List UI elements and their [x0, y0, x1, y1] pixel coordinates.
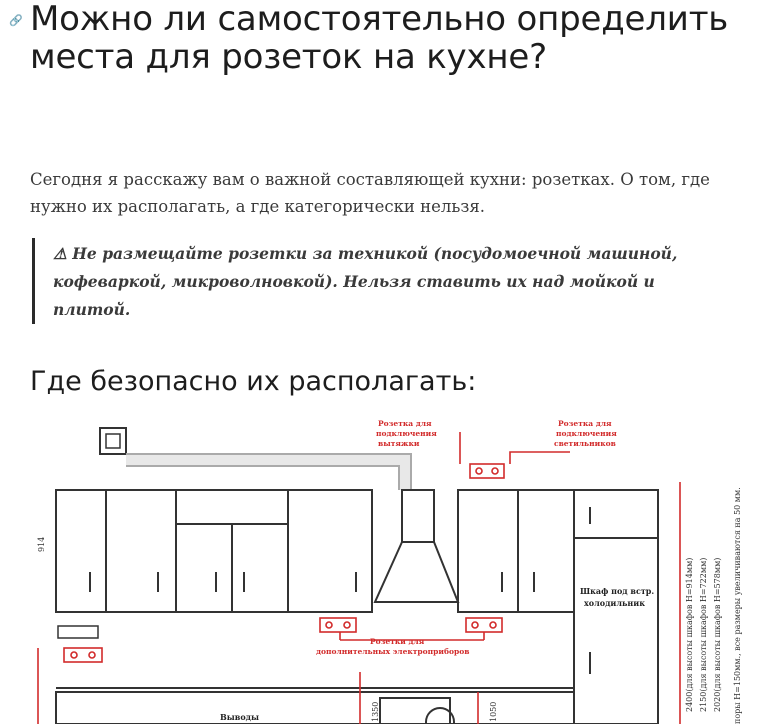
- dim-1050: 1050: [489, 701, 498, 722]
- outlets-label: Выводы: [220, 712, 260, 722]
- socket-hole: [490, 622, 496, 628]
- socket-lights: [470, 464, 504, 478]
- hood-chimney: [402, 490, 434, 542]
- socket-hole: [326, 622, 332, 628]
- vent-duct-inner: [126, 460, 405, 490]
- light-socket-label-3: светильников: [554, 439, 616, 448]
- leader-lights: [510, 452, 570, 464]
- dim-2150: 2150(для высоты шкафов Н=722мм): [699, 557, 708, 712]
- socket-hole: [89, 652, 95, 658]
- kitchen-diagram-svg: [30, 412, 750, 724]
- warning-text: ⚠ Не размещайте розетки за техникой (посудомоечной машиной, кофеваркой, микроволновкой). Нельзя ставить их над мойкой и плитой.: [53, 244, 678, 319]
- intro-paragraph: Сегодня я расскажу вам о важной составляющей кухни: розетках. О том, где нужно их располагать, а где категорически нельзя.: [30, 170, 710, 216]
- upper-cabinet: [176, 524, 232, 612]
- socket-hole: [472, 622, 478, 628]
- hood-socket-label-2: подключения: [376, 429, 437, 438]
- dim-2400: 2400(для высоты шкафов Н=914мм): [685, 557, 694, 712]
- light-socket-label-2: подключения: [556, 429, 617, 438]
- article-title: Можно ли самостоятельно определить места для розеток на кухне?: [30, 0, 729, 77]
- light-socket-label-1: Розетка для: [558, 419, 612, 428]
- warning-callout: [32, 238, 722, 324]
- vent-box-inner: [106, 434, 120, 448]
- dim-note: поры Н=150мм., все размеры увеличиваются на 50 мм.: [733, 487, 742, 724]
- vent-box: [100, 428, 126, 454]
- hood-body: [375, 542, 458, 602]
- fridge-cabinet: [574, 538, 658, 724]
- upper-cabinet: [56, 490, 106, 612]
- kitchen-socket-diagram: [30, 412, 750, 724]
- link-icon[interactable]: 🔗: [9, 14, 23, 27]
- hood-socket-label-1: Розетка для: [378, 419, 432, 428]
- upper-cabinet: [458, 490, 518, 612]
- dim-914: 914: [37, 536, 46, 552]
- socket-hole: [476, 468, 482, 474]
- upper-cabinet: [518, 490, 574, 612]
- socket-corner: [64, 648, 102, 662]
- upper-cabinet: [106, 490, 176, 612]
- dim-1350: 1350: [371, 701, 380, 722]
- socket-hole: [71, 652, 77, 658]
- light-strip: [58, 626, 98, 638]
- hood-socket-label-3: вытяжки: [378, 439, 420, 448]
- extra-sockets-label-2: дополнительных электроприборов: [316, 647, 470, 656]
- upper-cabinet: [232, 524, 288, 612]
- socket-hole: [344, 622, 350, 628]
- fridge-label-2: холодильник: [584, 598, 645, 608]
- section-heading: Где безопасно их располагать:: [30, 366, 477, 397]
- oven: [380, 698, 450, 724]
- fridge-cabinet-top: [574, 490, 658, 538]
- fridge-label-1: Шкаф под встр.: [580, 586, 655, 596]
- upper-cabinet-top: [176, 490, 288, 524]
- upper-cabinet: [288, 490, 372, 612]
- dim-2020: 2020(для высоты шкафов Н=578мм): [713, 557, 722, 712]
- extra-sockets-label-1: Розетки для: [370, 637, 425, 646]
- socket-hole: [492, 468, 498, 474]
